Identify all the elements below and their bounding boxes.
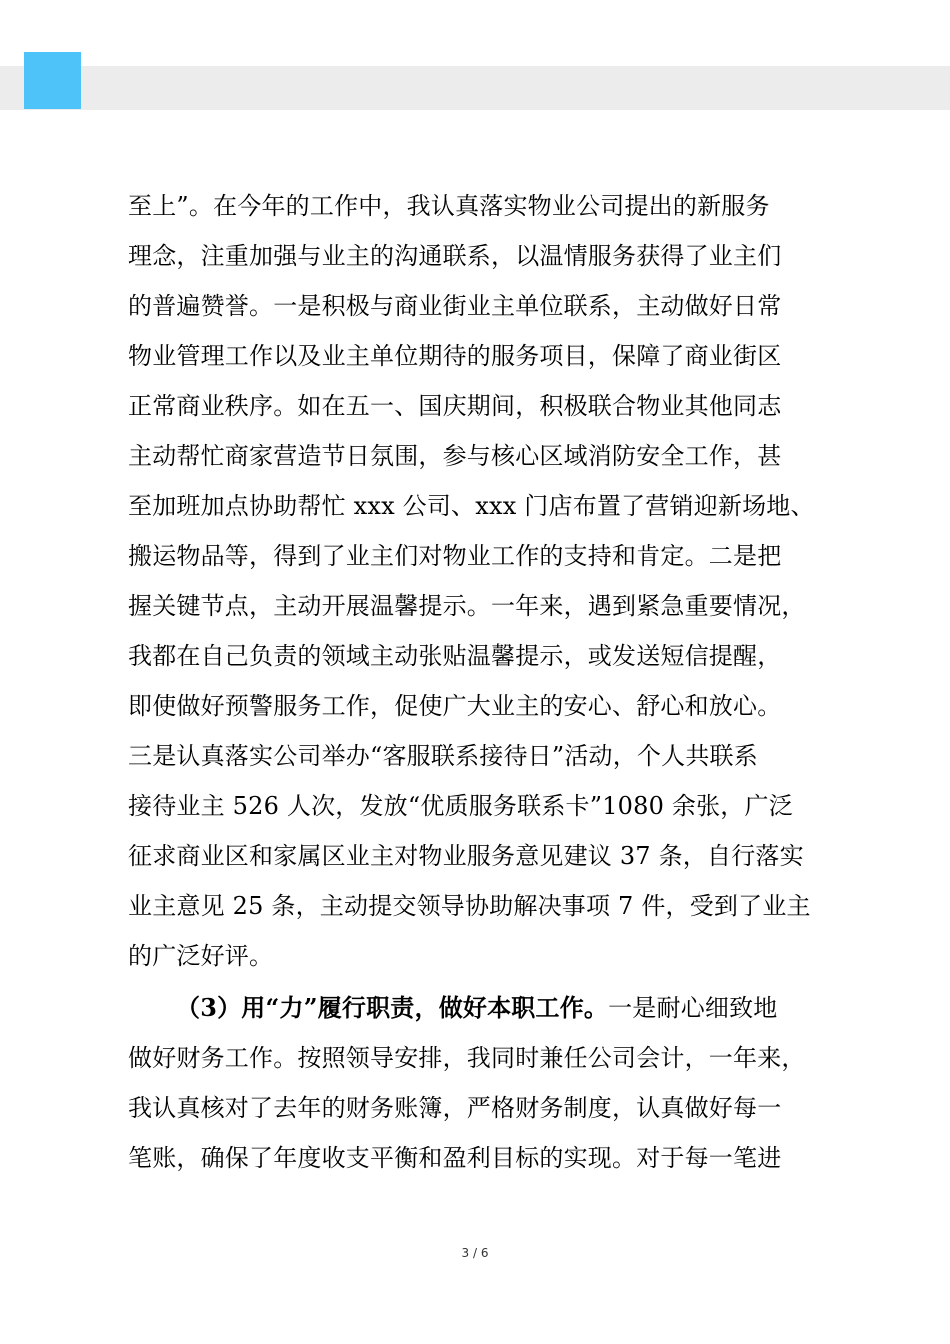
body-line: 我都在自己负责的领域主动张贴温馨提示，或发送短信提醒，	[128, 642, 782, 670]
header-accent-square	[24, 52, 81, 109]
body-line: 征求商业区和家属区业主对物业服务意见建议 37 条，自行落实	[128, 842, 804, 870]
body-line: 握关键节点，主动开展温馨提示。一年来，遇到紧急重要情况，	[128, 592, 806, 620]
body-line: 正常商业秩序。如在五一、国庆期间，积极联合物业其他同志	[128, 392, 782, 420]
body-text: 一是耐心细致地	[608, 994, 778, 1022]
body-line: 的广泛好评。	[128, 942, 274, 970]
page-number: 3 / 6	[461, 1246, 489, 1260]
body-line: 理念，注重加强与业主的沟通联系，以温情服务获得了业主们	[128, 242, 782, 270]
body-line: 至加班加点协助帮忙 xxx 公司、xxx 门店布置了营销迎新场地、	[128, 492, 815, 520]
body-line: 业主意见 25 条，主动提交领导协助解决事项 7 件，受到了业主	[128, 892, 811, 920]
body-line: 至上”。在今年的工作中，我认真落实物业公司提出的新服务	[128, 192, 770, 220]
body-line: 做好财务工作。按照领导安排，我同时兼任公司会计，一年来，	[128, 1044, 806, 1072]
body-line: 即使做好预警服务工作，促使广大业主的安心、舒心和放心。	[128, 692, 782, 720]
body-line: 接待业主 526 人次，发放“优质服务联系卡”1080 余张，广泛	[128, 792, 793, 820]
paragraph-3-first-line	[128, 983, 838, 1033]
body-line: 主动帮忙商家营造节日氛围，参与核心区域消防安全工作，甚	[128, 442, 782, 470]
body-line: 三是认真落实公司举办“客服联系接待日”活动，个人共联系	[128, 742, 758, 770]
body-line: 物业管理工作以及业主单位期待的服务项目，保障了商业街区	[128, 342, 782, 370]
body-line: 搬运物品等，得到了业主们对物业工作的支持和肯定。二是把	[128, 542, 782, 570]
section-heading: （3）用“力”履行职责，做好本职工作。	[176, 993, 609, 1022]
document-body	[128, 181, 838, 1183]
body-line: 我认真核对了去年的财务账簿，严格财务制度，认真做好每一	[128, 1094, 782, 1122]
body-line: 的普遍赞誉。一是积极与商业街业主单位联系，主动做好日常	[128, 292, 782, 320]
header-band	[0, 66, 950, 110]
body-line: 笔账，确保了年度收支平衡和盈利目标的实现。对于每一笔进	[128, 1144, 782, 1172]
